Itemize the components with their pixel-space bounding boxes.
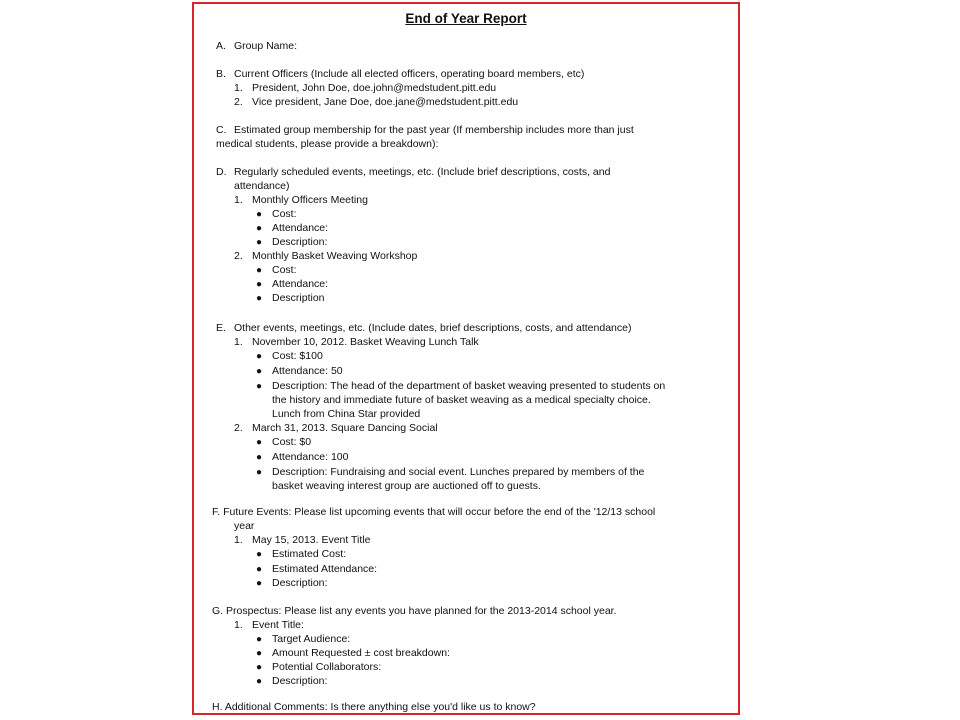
bullet-text: Attendance: 50 bbox=[272, 365, 343, 377]
bullet-text: Cost: bbox=[272, 208, 297, 220]
section-c bbox=[216, 124, 634, 137]
section-b-label: B. bbox=[216, 68, 226, 80]
list-number: 1. bbox=[234, 82, 243, 94]
section-c-text-cont: medical students, please provide a breakdown): bbox=[216, 138, 439, 150]
bullet-text-cont: basket weaving interest group are auctioned off to guests. bbox=[272, 480, 541, 492]
section-f-text-cont: year bbox=[234, 520, 255, 532]
section-e-text: Other events, meetings, etc. (Include dates, brief descriptions, costs, and attendance) bbox=[234, 322, 632, 334]
bullet-icon: ● bbox=[256, 662, 263, 673]
document-page bbox=[192, 2, 740, 715]
bullet-icon: ● bbox=[256, 578, 263, 589]
bullet-icon: ● bbox=[256, 293, 263, 304]
list-item bbox=[234, 250, 418, 263]
bullet-icon: ● bbox=[256, 279, 263, 290]
section-c-text: Estimated group membership for the past year (If membership includes more than just bbox=[234, 124, 634, 136]
list-item bbox=[234, 534, 371, 547]
list-item-text: President, John Doe, doe.john@medstudent.pitt.edu bbox=[252, 82, 497, 94]
bullet-icon: ● bbox=[256, 564, 263, 575]
section-d-text: Regularly scheduled events, meetings, etc. (Include brief descriptions, costs, and bbox=[234, 166, 611, 178]
bullet-icon: ● bbox=[256, 437, 263, 448]
list-item-text: Monthly Officers Meeting bbox=[252, 194, 368, 206]
list-number: 2. bbox=[234, 250, 243, 262]
bullet-icon: ● bbox=[256, 381, 263, 392]
list-number: 2. bbox=[234, 96, 243, 108]
list-item bbox=[234, 194, 368, 207]
list-item bbox=[234, 82, 497, 95]
report-title: End of Year Report bbox=[405, 11, 527, 26]
bullet-icon: ● bbox=[256, 634, 263, 645]
bullet-text: Description: Fundraising and social event. Lunches prepared by members of the bbox=[272, 466, 645, 478]
bullet-icon: ● bbox=[256, 223, 263, 234]
bullet-text: Cost: $100 bbox=[272, 350, 323, 362]
section-d-label: D. bbox=[216, 166, 227, 178]
bullet-text: Attendance: bbox=[272, 222, 329, 234]
bullet-icon: ● bbox=[256, 648, 263, 659]
bullet-icon: ● bbox=[256, 676, 263, 687]
section-a bbox=[216, 40, 298, 53]
list-number: 1. bbox=[234, 534, 243, 546]
section-b-text: Current Officers (Include all elected officers, operating board members, etc) bbox=[234, 68, 585, 80]
list-item-text: May 15, 2013. Event Title bbox=[252, 534, 371, 546]
bullet-icon: ● bbox=[256, 209, 263, 220]
section-f-text: F. Future Events: Please list upcoming events that will occur before the end of the '12/13 school bbox=[212, 506, 656, 518]
bullet-text: Potential Collaborators: bbox=[272, 661, 382, 673]
list-item-text: Event Title: bbox=[252, 619, 304, 631]
section-e-label: E. bbox=[216, 322, 226, 334]
bullet-text: Cost: $0 bbox=[272, 436, 312, 448]
list-item bbox=[234, 422, 438, 435]
list-number: 1. bbox=[234, 194, 243, 206]
bullet-text-cont: the history and immediate future of basket weaving as a medical specialty choice. bbox=[272, 394, 651, 406]
list-item bbox=[234, 336, 479, 349]
section-c-label: C. bbox=[216, 124, 227, 136]
section-a-text: Group Name: bbox=[234, 40, 298, 52]
bullet-icon: ● bbox=[256, 265, 263, 276]
bullet-icon: ● bbox=[256, 452, 263, 463]
list-item bbox=[234, 619, 304, 632]
bullet-icon: ● bbox=[256, 549, 263, 560]
bullet-text: Estimated Cost: bbox=[272, 548, 347, 560]
bullet-icon: ● bbox=[256, 366, 263, 377]
list-number: 2. bbox=[234, 422, 243, 434]
bullet-text-cont: Lunch from China Star provided bbox=[272, 408, 421, 420]
bullet-text: Description: The head of the department of basket weaving presented to students on bbox=[272, 380, 666, 392]
list-item-text: Monthly Basket Weaving Workshop bbox=[252, 250, 418, 262]
section-g-text: G. Prospectus: Please list any events you have planned for the 2013-2014 school year. bbox=[212, 605, 617, 617]
list-item-text: Vice president, Jane Doe, doe.jane@medstudent.pitt.edu bbox=[252, 96, 519, 108]
bullet-text: Attendance: bbox=[272, 278, 329, 290]
list-item-text: November 10, 2012. Basket Weaving Lunch Talk bbox=[252, 336, 479, 348]
section-b bbox=[216, 68, 585, 81]
list-item-text: March 31, 2013. Square Dancing Social bbox=[252, 422, 438, 434]
list-item bbox=[234, 96, 519, 109]
section-e bbox=[216, 322, 632, 335]
bullet-text: Attendance: 100 bbox=[272, 451, 349, 463]
bullet-text: Description: bbox=[272, 236, 328, 248]
section-a-label: A. bbox=[216, 40, 226, 52]
bullet-text: Cost: bbox=[272, 264, 297, 276]
bullet-text: Description: bbox=[272, 675, 328, 687]
bullet-text: Description bbox=[272, 292, 325, 304]
list-number: 1. bbox=[234, 619, 243, 631]
bullet-icon: ● bbox=[256, 467, 263, 478]
section-d-text-cont: attendance) bbox=[234, 180, 290, 192]
list-number: 1. bbox=[234, 336, 243, 348]
section-h-text: H. Additional Comments: Is there anything else you'd like us to know? bbox=[212, 701, 536, 713]
bullet-text: Description: bbox=[272, 577, 328, 589]
bullet-text: Estimated Attendance: bbox=[272, 563, 378, 575]
bullet-text: Target Audience: bbox=[272, 633, 351, 645]
section-d bbox=[216, 166, 611, 179]
bullet-icon: ● bbox=[256, 351, 263, 362]
bullet-icon: ● bbox=[256, 237, 263, 248]
bullet-text: Amount Requested ± cost breakdown: bbox=[272, 647, 450, 659]
